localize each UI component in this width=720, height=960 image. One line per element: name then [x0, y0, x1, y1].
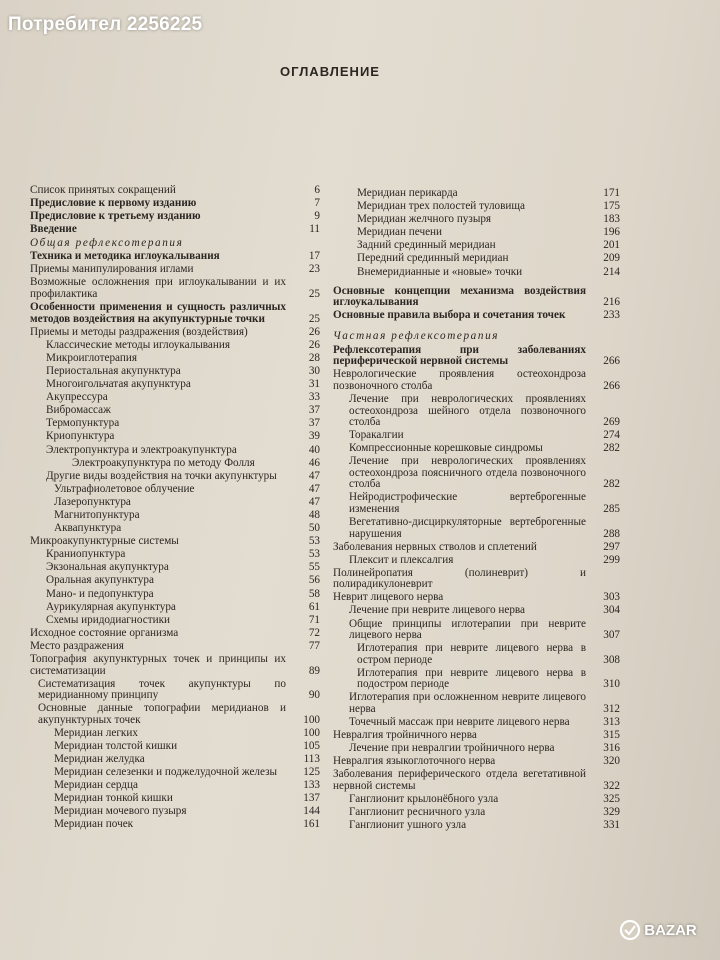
toc-entry — [333, 668, 620, 691]
toc-page-number: 31 — [308, 378, 320, 391]
toc-entry-title: Схемы иридодиагностики — [46, 613, 171, 626]
toc-page-number: 26 — [308, 325, 320, 338]
toc-page-number: 316 — [603, 742, 620, 755]
toc-entry — [333, 807, 620, 819]
toc-entry-title: Неврологические проявления остеохондроза позвоночного столба — [333, 368, 586, 392]
bazar-logo-icon — [619, 919, 641, 941]
toc-entry-title: Термопунктура — [46, 417, 120, 430]
toc-entry — [333, 555, 620, 567]
toc-entry-title: Аурикулярная акупунктура — [46, 600, 176, 613]
toc-entry — [30, 589, 320, 601]
toc-page-number: 331 — [603, 819, 620, 832]
toc-entry-title: Заболевания периферического отдела вегетативной нервной системы — [333, 768, 586, 792]
toc-page-number: 100 — [303, 726, 320, 739]
toc-page-number: 11 — [309, 223, 320, 236]
toc-entry — [333, 214, 620, 226]
toc-entry-title: Меридиан желчного пузыря — [357, 213, 492, 226]
toc-entry-title: Лазеропунктура — [54, 495, 131, 508]
toc-page-number: 216 — [603, 296, 620, 309]
toc-entry-title: Меридиан сердца — [54, 779, 138, 792]
toc-page-number: 100 — [303, 713, 320, 726]
toc-page-number: 53 — [308, 535, 320, 548]
toc-page-number: 196 — [603, 226, 620, 239]
toc-entry-title: Заболевания нервных стволов и сплетений — [333, 540, 537, 553]
toc-entry — [30, 654, 320, 677]
toc-entry — [333, 310, 620, 322]
toc-entry-title: Особенности применения и сущность различных методов воздействия на акупунктурные точки — [30, 301, 286, 325]
toc-section-heading — [30, 238, 320, 250]
toc-page-number: 40 — [308, 443, 320, 456]
toc-entry-title: Меридиан легких — [54, 726, 138, 739]
toc-entry-title: Нейродистрофические вертеброгенные изменения — [349, 491, 586, 515]
toc-entry-title: Аквапунктура — [54, 522, 122, 535]
toc-page-number: 56 — [308, 574, 320, 587]
toc-entry-title: Приемы и методы раздражения (воздействия) — [30, 325, 248, 338]
toc-entry — [333, 820, 620, 832]
toc-page-number: 288 — [603, 527, 620, 540]
toc-entry — [30, 185, 320, 197]
page-title: ОГЛАВЛЕНИЕ — [280, 64, 380, 79]
toc-page-number: 325 — [603, 792, 620, 805]
toc-entry-title: Систематизация точек акупунктуры по меридианному принципу — [38, 677, 286, 702]
toc-entry — [333, 794, 620, 806]
toc-page-number: 329 — [603, 806, 620, 818]
toc-entry-title: Иглотерапия при осложненном неврите лицевого нерва — [349, 691, 586, 715]
toc-entry — [30, 549, 320, 561]
toc-page-number: 25 — [308, 287, 320, 300]
toc-entry-title: Основные данные топографии меридианов и акупунктурных точек — [38, 702, 286, 726]
toc-entry-title: Торакалгии — [349, 429, 404, 442]
toc-entry-title: Топография акупунктурных точек и принципы их систематизации — [30, 653, 286, 677]
toc-entry-title: Периостальная акупунктура — [46, 364, 181, 377]
toc-entry — [333, 394, 620, 429]
toc-entry-title: Задний срединный меридиан — [357, 239, 496, 252]
toc-entry-title: Предисловие к третьему изданию — [30, 210, 201, 223]
toc-entry — [333, 345, 620, 368]
toc-entry — [333, 542, 620, 554]
toc-entry-title: Лечение при невралгии тройничного нерва — [349, 742, 555, 755]
toc-entry — [333, 430, 620, 442]
toc-entry — [30, 510, 320, 522]
toc-entry-title: Электроакупунктура по методу Фолля — [72, 456, 255, 469]
toc-entry-title: Общая рефлексотерапия — [30, 236, 184, 249]
toc-entry — [333, 743, 620, 755]
toc-page-number: 282 — [603, 478, 620, 491]
toc-entry — [333, 619, 620, 642]
toc-entry — [333, 492, 620, 515]
toc-entry — [333, 592, 620, 604]
toc-page-number: 58 — [308, 587, 320, 600]
toc-page-number: 28 — [308, 351, 320, 364]
toc-page-number: 125 — [303, 766, 320, 779]
toc-entry — [333, 369, 620, 392]
toc-entry — [30, 302, 320, 325]
toc-entry — [30, 641, 320, 653]
toc-entry — [30, 484, 320, 496]
toc-entry-title: Общие принципы иглотерапии при неврите лицевого нерва — [349, 617, 586, 642]
toc-entry — [30, 251, 320, 263]
toc-entry — [30, 445, 320, 457]
toc-page-number: 26 — [308, 338, 320, 351]
toc-entry-title: Предисловие к первому изданию — [30, 197, 197, 210]
toc-entry — [30, 703, 320, 726]
toc-entry-title: Основные концепции механизма воздействия иглоукалывания — [333, 284, 586, 309]
toc-spacer — [333, 323, 620, 329]
toc-entry — [30, 728, 320, 740]
toc-entry — [30, 536, 320, 548]
toc-entry — [30, 562, 320, 574]
toc-entry — [30, 392, 320, 404]
toc-page-number: 304 — [603, 604, 620, 617]
toc-entry — [333, 253, 620, 265]
toc-page-number: 303 — [603, 591, 620, 604]
toc-page-number: 322 — [603, 779, 620, 792]
toc-entry-title: Лечение при неврологических проявлениях остеохондроза шейного отдела позвоночного столба — [349, 393, 586, 429]
toc-entry — [30, 340, 320, 352]
toc-entry — [333, 240, 620, 252]
toc-entry-title: Криопунктура — [46, 430, 115, 443]
toc-entry-title: Классические методы иглоукалывания — [46, 338, 231, 351]
toc-entry — [333, 769, 620, 792]
toc-entry — [30, 780, 320, 792]
toc-entry — [30, 379, 320, 391]
toc-page-number: 47 — [308, 482, 320, 495]
toc-entry-title: Невралгия языкоглоточного нерва — [333, 755, 496, 768]
toc-left-column — [30, 185, 320, 833]
toc-page-number: 285 — [603, 502, 620, 515]
toc-entry-title: Меридиан мочевого пузыря — [54, 805, 187, 818]
toc-page-number: 39 — [308, 430, 320, 443]
watermark-text: BAZAR — [644, 921, 697, 939]
toc-page-number: 50 — [308, 522, 320, 535]
toc-entry — [333, 692, 620, 715]
toc-page-number: 37 — [308, 417, 320, 430]
toc-page-number: 171 — [603, 187, 620, 199]
toc-entry-title: Внемеридианные и «новые» точки — [357, 265, 523, 278]
toc-page-number: 299 — [603, 553, 620, 566]
toc-page-number: 282 — [603, 442, 620, 455]
toc-page-number: 137 — [303, 792, 320, 805]
toc-page-number: 7 — [314, 197, 320, 210]
toc-entry — [30, 353, 320, 365]
toc-entry-title: Экзональная акупунктура — [46, 561, 169, 574]
toc-page-number: 274 — [603, 429, 620, 442]
toc-page-number: 61 — [308, 600, 320, 613]
toc-page-number: 266 — [603, 379, 620, 392]
toc-entry-title: Меридиан толстой кишки — [54, 739, 178, 752]
toc-entry — [30, 628, 320, 640]
toc-entry-title: Приемы манипулирования иглами — [30, 263, 194, 276]
toc-page-number: 89 — [308, 664, 320, 677]
toc-entry-title: Меридиан перикарда — [357, 187, 458, 199]
toc-page-number: 144 — [303, 805, 320, 818]
toc-page-number: 47 — [308, 469, 320, 482]
toc-entry — [30, 211, 320, 223]
toc-entry — [333, 717, 620, 729]
toc-page-number: 113 — [303, 752, 320, 765]
toc-entry-title: Меридиан тонкой кишки — [54, 792, 173, 805]
toc-entry-title: Иглотерапия при неврите лицевого нерва в остром периоде — [357, 642, 586, 666]
toc-entry-title: Мано- и педопунктура — [46, 587, 154, 600]
toc-page-number: 105 — [303, 739, 320, 752]
toc-entry-title: Рефлексотерапия при заболеваниях периферической нервной системы — [333, 343, 586, 368]
toc-entry — [333, 188, 620, 200]
toc-entry — [30, 523, 320, 535]
toc-entry-title: Иглотерапия при неврите лицевого нерва в подостром периоде — [357, 666, 586, 691]
toc-entry — [30, 277, 320, 300]
toc-page-number: 33 — [308, 391, 320, 404]
toc-entry — [30, 575, 320, 587]
toc-page-number: 161 — [303, 818, 320, 831]
toc-entry-title: Основные правила выбора и сочетания точек — [333, 309, 566, 322]
toc-page-number: 47 — [308, 495, 320, 508]
toc-entry-title: Магнитопунктура — [54, 508, 140, 521]
toc-page-number: 233 — [603, 309, 620, 322]
toc-page-number: 307 — [603, 629, 620, 642]
toc-entry — [30, 458, 320, 470]
toc-entry-title: Вегетативно-дисциркуляторные вертеброгенные нарушения — [349, 516, 586, 540]
toc-page-number: 72 — [308, 626, 320, 639]
toc-entry-title: Место раздражения — [30, 639, 124, 652]
toc-entry-title: Оральная акупунктура — [46, 574, 154, 587]
toc-page-number: 53 — [308, 548, 320, 561]
toc-entry — [30, 497, 320, 509]
toc-page-number: 37 — [308, 404, 320, 417]
toc-entry-title: Меридиан трех полостей туловища — [357, 200, 525, 213]
toc-section-heading — [333, 331, 620, 343]
toc-entry — [30, 615, 320, 627]
toc-entry — [333, 730, 620, 742]
toc-entry-title: Введение — [30, 223, 77, 236]
toc-entry-title: Другие виды воздействия на точки акупунктуры — [46, 469, 277, 482]
toc-entry-title: Плексит и плексалгия — [349, 553, 454, 566]
toc-entry-title: Микроакупунктурные системы — [30, 535, 179, 548]
toc-entry-title: Ультрафиолетовое облучение — [54, 482, 195, 495]
toc-entry — [333, 443, 620, 455]
toc-page-number: 312 — [603, 702, 620, 715]
toc-entry-title: Передний срединный меридиан — [357, 252, 509, 265]
toc-entry-title: Точечный массаж при неврите лицевого нерва — [349, 715, 570, 728]
toc-entry-title: Меридиан селезенки и поджелудочной железы — [54, 766, 278, 779]
toc-page-number: 308 — [603, 653, 620, 666]
toc-entry-title: Ганглионит ушного узла — [349, 819, 467, 832]
toc-entry — [333, 605, 620, 617]
toc-entry — [333, 756, 620, 768]
seller-username-overlay: Потребител 2256225 — [8, 14, 203, 35]
toc-page-number: 77 — [308, 639, 320, 652]
toc-page-number: 48 — [308, 508, 320, 521]
toc-entry-title: Компрессионные корешковые синдромы — [349, 442, 543, 455]
toc-page-number: 315 — [603, 729, 620, 742]
toc-entry — [333, 286, 620, 309]
toc-entry-title: Неврит лицевого нерва — [333, 591, 444, 604]
toc-entry-title: Техника и методика иглоукалывания — [30, 250, 220, 263]
toc-entry-title: Меридиан печени — [357, 226, 443, 239]
toc-entry-title: Возможные осложнения при иглоукалывании и их профилактика — [30, 276, 286, 300]
toc-page-number: 297 — [603, 540, 620, 553]
toc-entry-title: Частная рефлексотерапия — [333, 330, 500, 343]
toc-entry — [333, 227, 620, 239]
toc-entry-title: Электропунктура и электроакупунктура — [46, 443, 237, 456]
toc-page-number: 90 — [308, 689, 320, 702]
toc-page-number: 320 — [603, 755, 620, 768]
toc-entry-title: Полинейропатия (полиневрит) и полирадикулоневрит — [333, 566, 586, 591]
toc-page-number: 17 — [308, 250, 320, 263]
toc-page-number: 269 — [603, 416, 620, 429]
toc-page-number: 209 — [603, 252, 620, 265]
toc-entry-title: Микроиглотерапия — [46, 351, 137, 364]
toc-entry — [30, 405, 320, 417]
toc-entry — [30, 741, 320, 753]
toc-page-number: 133 — [303, 779, 320, 792]
toc-entry-title: Список принятых сокращений — [30, 184, 176, 196]
toc-page-number: 313 — [603, 715, 620, 728]
toc-entry — [333, 456, 620, 491]
toc-entry — [333, 568, 620, 591]
toc-entry — [30, 264, 320, 276]
toc-entry — [30, 418, 320, 430]
toc-entry-title: Лечение при неврите лицевого нерва — [349, 604, 526, 617]
toc-entry-title: Ганглионит ресничного узла — [349, 806, 486, 818]
toc-entry-title: Акупрессура — [46, 391, 108, 404]
toc-entry — [333, 201, 620, 213]
toc-entry-title: Меридиан желудка — [54, 752, 145, 765]
toc-entry — [30, 602, 320, 614]
toc-entry-title: Ганглионит крылонёбного узла — [349, 792, 499, 805]
toc-entry — [30, 327, 320, 339]
toc-entry — [30, 366, 320, 378]
toc-page-number: 30 — [308, 364, 320, 377]
toc-page-number: 9 — [314, 210, 320, 223]
toc-page-number: 46 — [308, 456, 320, 469]
toc-right-column — [333, 188, 620, 833]
toc-entry — [30, 793, 320, 805]
toc-page-number: 6 — [314, 184, 320, 196]
toc-entry — [30, 806, 320, 818]
toc-page-number: 266 — [603, 355, 620, 368]
toc-entry — [30, 819, 320, 831]
toc-page-number: 310 — [603, 678, 620, 691]
toc-page-number: 201 — [603, 239, 620, 252]
toc-entry-title: Меридиан почек — [54, 818, 134, 831]
toc-entry — [30, 767, 320, 779]
toc-entry — [333, 517, 620, 540]
toc-entry — [30, 679, 320, 702]
toc-page-number: 23 — [308, 263, 320, 276]
toc-entry — [30, 224, 320, 236]
toc-entry — [30, 198, 320, 210]
toc-page-number: 55 — [308, 561, 320, 574]
toc-entry — [30, 754, 320, 766]
toc-entry — [30, 431, 320, 443]
toc-page-number: 175 — [603, 200, 620, 213]
toc-entry-title: Многоигольчатая акупунктура — [46, 378, 191, 391]
toc-entry — [333, 267, 620, 279]
bazar-watermark — [606, 908, 710, 952]
toc-page-number: 71 — [308, 613, 320, 626]
toc-page-number: 25 — [308, 312, 320, 325]
toc-entry-title: Вибромассаж — [46, 404, 111, 417]
toc-entry-title: Лечение при неврологических проявлениях остеохондроза поясничного отдела позвоночного столба — [349, 455, 586, 491]
toc-entry-title: Краниопунктура — [46, 548, 126, 561]
toc-page-number: 214 — [603, 265, 620, 278]
toc-entry — [333, 643, 620, 666]
toc-entry-title: Исходное состояние организма — [30, 626, 179, 639]
toc-entry-title: Невралгия тройничного нерва — [333, 729, 477, 742]
toc-entry — [30, 471, 320, 483]
toc-page-number: 183 — [603, 213, 620, 226]
